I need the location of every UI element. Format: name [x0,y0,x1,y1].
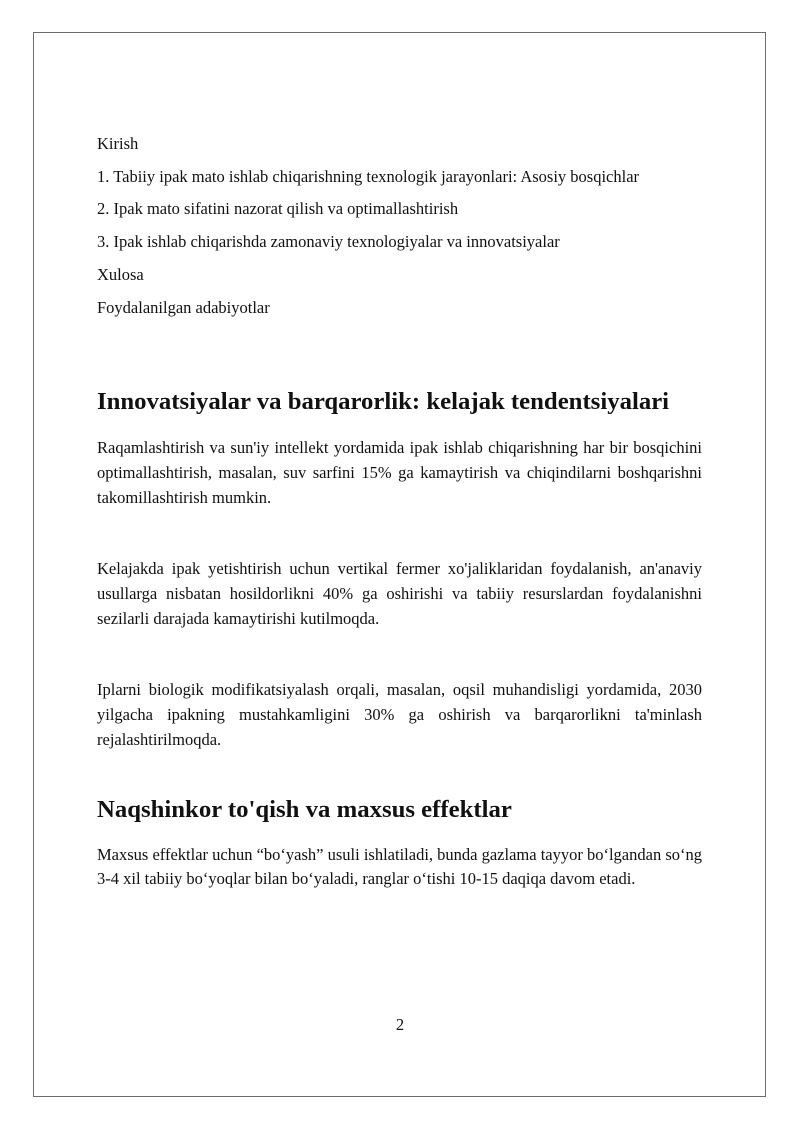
section-heading-innovations: Innovatsiyalar va barqarorlik: kelajak tendentsiyalari [97,388,670,416]
page-number: 2 [395,1015,405,1034]
toc-item: 2. Ipak mato sifatini nazorat qilish va optimallashtirish [97,199,459,219]
paragraph-dyeing-effects: Maxsus effektlar uchun “bo‘yash” usuli ishlatiladi, bunda gazlama tayyor bo‘lgandan so‘ng 3-4 xil tabiiy bo‘yoqlar bilan bo‘yaladi, ranglar o‘tishi 10-15 daqiqa davom etadi. [97,844,702,889]
section-heading-patterned-weaving: Naqshinkor to'qish va maxsus effektlar [97,795,512,823]
paragraph-digitalization: Raqamlashtirish va sun'iy intellekt yordamida ipak ishlab chiqarishning har bir bosqichini optimallashtirish, masalan, suv sarfini 15% ga kamaytirish va chiqindilarni boshqarishni takomillashtirish mumkin. [97,438,702,507]
toc-item: Foydalanilgan adabiyotlar [97,297,270,317]
table-of-contents [97,128,702,324]
toc-item: 1. Tabiiy ipak mato ishlab chiqarishning texnologik jarayonlari: Asosiy bosqichlar [97,166,640,186]
page-content [97,128,702,892]
toc-item: Xulosa [97,264,144,284]
toc-item: 3. Ipak ishlab chiqarishda zamonaviy texnologiyalar va innovatsiyalar [97,232,560,252]
paragraph-vertical-farms: Kelajakda ipak yetishtirish uchun vertikal fermer xo'jaliklaridan foydalanish, an'anaviy usullarga nisbatan hosildorlikni 40% ga oshirishi va tabiiy resurslardan foydalanishni sezilarli darajada kamaytirishi kutilmoqda. [97,559,702,628]
toc-item: Kirish [97,134,139,153]
paragraph-biological-modification: Iplarni biologik modifikatsiyalash orqali, masalan, oqsil muhandisligi yordamida, 2030 yilgacha ipakning mustahkamligini 30% ga oshirish va barqarorlikni ta'minlash rejalashtirilmoqda. [97,680,702,749]
